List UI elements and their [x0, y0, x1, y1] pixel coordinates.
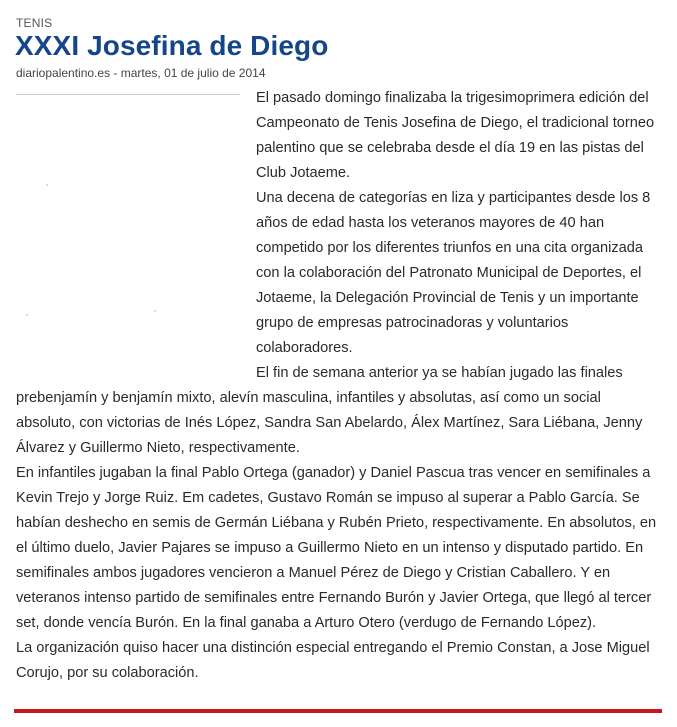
article-headline[interactable]: XXXI Josefina de Diego — [15, 30, 329, 61]
image-float-spacer — [16, 86, 256, 366]
article-paragraph: El fin de semana anterior ya se habían jugado las finales prebenjamín y benjamín mixto, alevín masculina, infantiles y absolutas, así como un social absoluto, con victorias de Inés López, Sandra San Abelardo, Álex Martínez, Sara Liébana, Jenny Álvarez y Guillermo Nieto, respectivamente. — [16, 365, 643, 456]
bottom-accent-rule — [14, 709, 662, 713]
article-paragraph: La organización quiso hacer una distinción especial entregando el Premio Constan, a Jose Miguel Corujo, por su colaboración. — [16, 640, 650, 681]
article-body — [16, 86, 661, 686]
article-paragraph: En infantiles jugaban la final Pablo Ortega (ganador) y Daniel Pascua tras vencer en semifinales a Kevin Trejo y Jorge Ruiz. Em cadetes, Gustavo Román se impuso al superar a Pablo García. Se habían deshecho en semis de Germán Liébana y Rubén Prieto, respectivamente. En absolutos, en el último duelo, Javier Pajares se impuso a Guillermo Nieto en un intenso y disputado partido. En semifinales ambos jugadores vencieron a Manuel Pérez de Diego y Cristian Caballero. Y en veteranos intenso partido de semifinales entre Fernando Burón y Javier Ortega, que llegó al tercer set, donde vencía Burón. En la final ganaba a Arturo Otero (verdugo de Fernando López). — [16, 465, 657, 631]
section-label[interactable]: TENIS — [16, 16, 53, 30]
article-paragraph: El pasado domingo finalizaba la trigesimoprimera edición del Campeonato de Tenis Josefina de Diego, el tradicional torneo palentino que se celebraba desde el día 19 en las pistas del Club Jotaeme. — [256, 90, 655, 181]
article-byline: diariopalentino.es - martes, 01 de julio de 2014 — [16, 66, 266, 80]
article-paragraph: Una decena de categorías en liza y participantes desde los 8 años de edad hasta los veteranos mayores de 40 han competido por los diferentes triunfos en una cita organizada con la colaboración del Patronato Municipal de Deportes, el Jotaeme, la Delegación Provincial de Tenis y un importante grupo de empresas patrocinadoras y voluntarios colaboradores. — [256, 190, 651, 356]
